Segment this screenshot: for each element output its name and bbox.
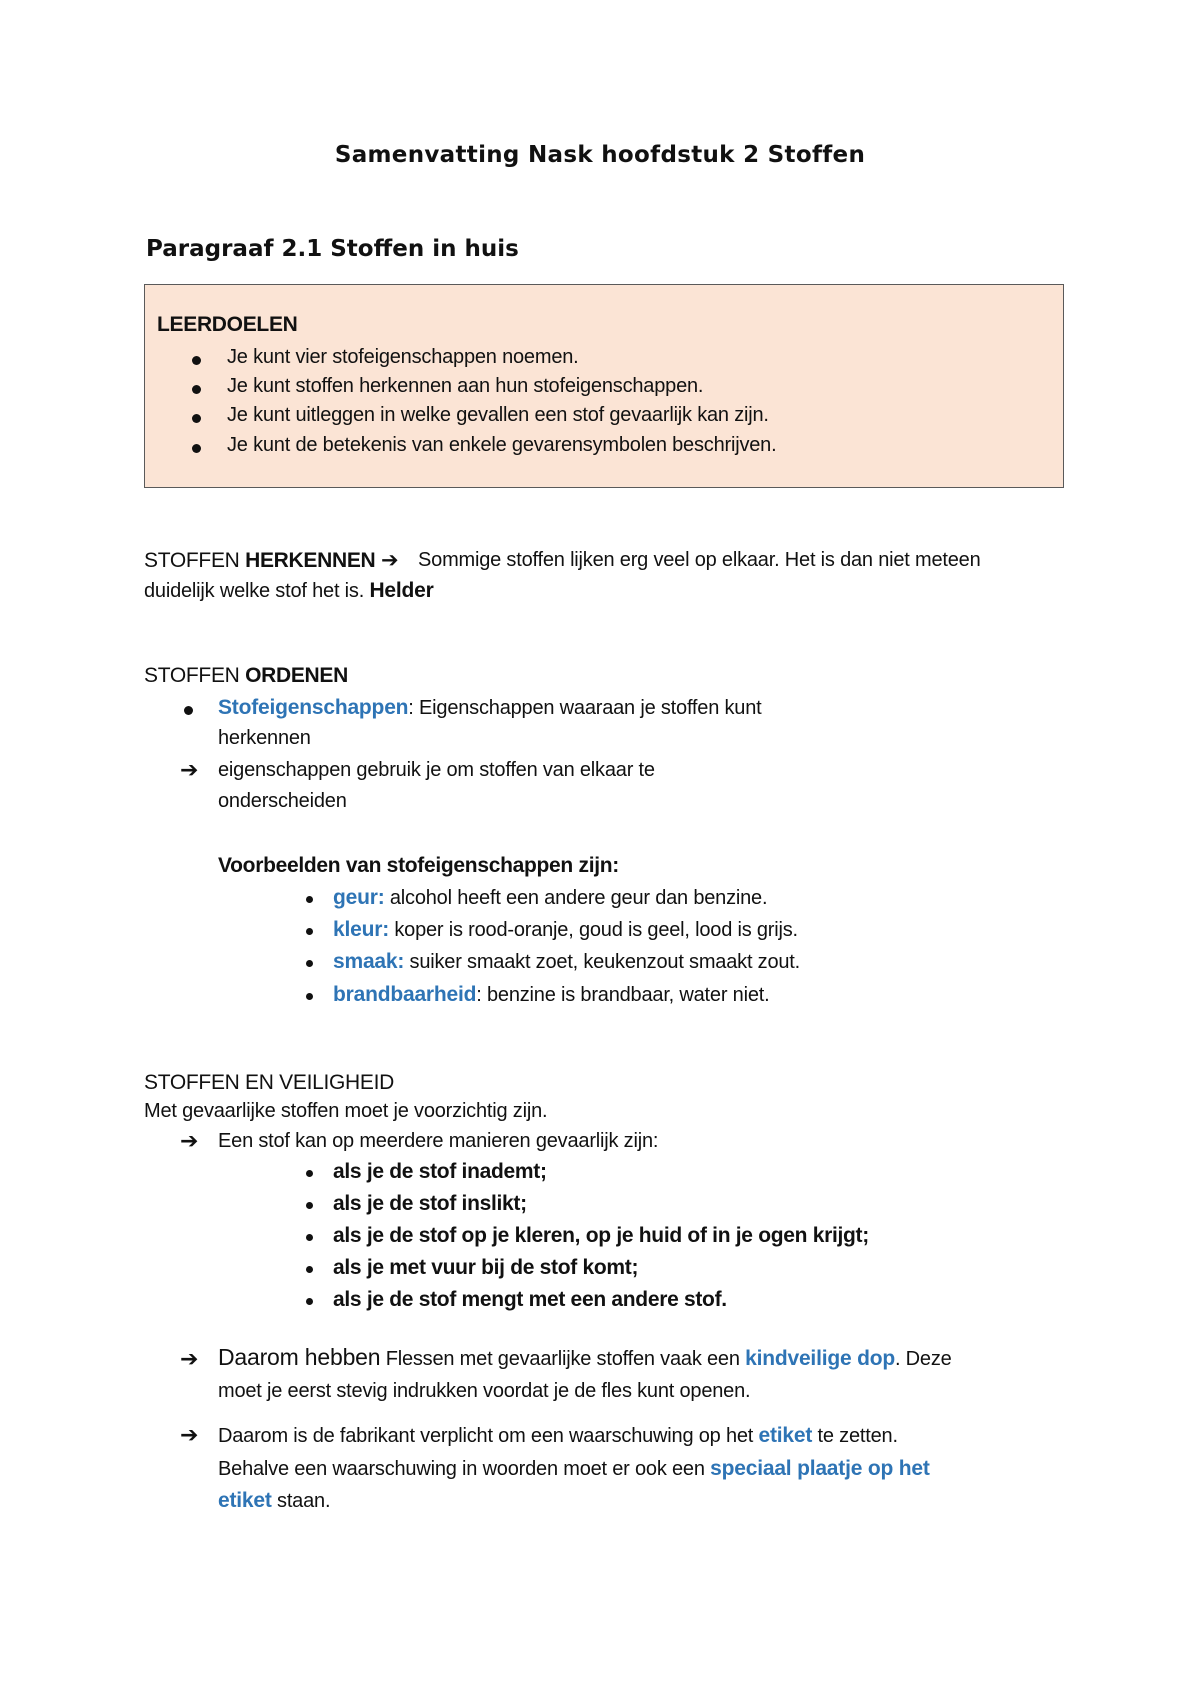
dop-text1: Flessen met gevaarlijke stoffen vaak een [380,1348,746,1370]
bullet-icon [192,444,201,453]
ordenen-heading-part1: STOFFEN [144,664,240,687]
danger-item: als je de stof inslikt; [333,1192,527,1215]
etiket-term-2: etiket [218,1489,272,1512]
definition-text: Eigenschappen waaraan je stoffen kunt [419,697,762,719]
bullet-icon [306,928,313,935]
example-text: : benzine is brandbaar, water niet. [476,984,770,1006]
bullet-icon [306,960,313,967]
bullet-icon [306,896,313,903]
examples-heading: Voorbeelden van stofeigenschappen zijn: [218,854,619,877]
bullet-icon [306,1170,313,1177]
veiligheid-heading: STOFFEN EN VEILIGHEID [144,1071,395,1094]
helder-word: Helder [369,579,434,602]
stofeigenschappen-definition [218,696,762,720]
speciaal-plaatje-term: speciaal plaatje op het [710,1457,930,1480]
bullet-icon [306,1266,313,1273]
kindveilige-dop-line2: moet je eerst stevig indrukken voordat je de fles kunt openen. [218,1380,751,1402]
danger-item: als je de stof op je kleren, op je huid of in je ogen krijgt; [333,1224,869,1247]
herkennen-heading-part1: STOFFEN [144,549,240,572]
bullet-icon [192,356,201,365]
etiket-line3-text: staan. [271,1490,331,1512]
definition-line2: herkennen [218,727,311,749]
herkennen-heading-part2: HERKENNEN [245,549,376,572]
paragraph-heading: Paragraaf 2.1 Stoffen in huis [146,236,519,262]
etiket-text2: te zetten. [812,1425,898,1447]
herkennen-text-line1: Sommige stoffen lijken erg veel op elkaar. Het is dan niet meteen [418,549,981,571]
example-text: koper is rood-oranje, goud is geel, lood is grijs. [389,919,798,941]
etiket-line1 [218,1424,898,1448]
veiligheid-intro: Met gevaarlijke stoffen moet je voorzichtig zijn. [144,1100,548,1122]
danger-item: als je met vuur bij de stof komt; [333,1256,639,1279]
example-text: suiker smaakt zoet, keukenzout smaakt zout. [404,951,801,973]
arrow-icon: ➔ [180,1128,199,1153]
arrow-icon: ➔ [380,549,399,572]
etiket-line2 [218,1457,930,1481]
kindveilige-dop-term: kindveilige dop [745,1347,895,1370]
bullet-icon [306,1298,313,1305]
herkennen-text: duidelijk welke stof het is. [144,580,365,602]
document-title: Samenvatting Nask hoofdstuk 2 Stoffen [334,142,866,168]
colon: : [408,697,414,719]
leerdoel-item: Je kunt stoffen herkennen aan hun stofeigenschappen. [227,375,704,397]
herkennen-heading [144,548,398,573]
leerdoel-item: Je kunt vier stofeigenschappen noemen. [227,346,579,368]
bullet-icon [192,414,201,423]
kindveilige-dop-line1 [218,1344,952,1371]
bullet-icon [184,706,193,715]
etiket-line3 [218,1489,330,1513]
example-item [333,918,798,942]
leerdoelen-title: LEERDOELEN [157,313,298,336]
bullet-icon [306,1202,313,1209]
example-term: geur: [333,886,385,909]
veiligheid-arrow-text: Een stof kan op meerdere manieren gevaarlijk zijn: [218,1130,659,1152]
ordenen-arrow-line1: eigenschappen gebruik je om stoffen van elkaar te [218,759,655,781]
etiket-line2-text: Behalve een waarschuwing in woorden moet er ook een [218,1458,711,1480]
bullet-icon [192,385,201,394]
ordenen-arrow-line2: onderscheiden [218,790,347,812]
dop-text2: . Deze [894,1348,952,1370]
leerdoel-item: Je kunt uitleggen in welke gevallen een stof gevaarlijk kan zijn. [227,404,769,426]
arrow-icon: ➔ [180,757,199,782]
ordenen-heading-part2: ORDENEN [245,664,348,687]
arrow-icon: ➔ [180,1422,199,1447]
example-term: smaak: [333,950,405,973]
bullet-icon [306,993,313,1000]
danger-item: als je de stof inademt; [333,1160,547,1183]
herkennen-text-line2 [144,579,434,603]
daarom-hebben-text: Daarom hebben [218,1344,381,1370]
danger-item: als je de stof mengt met een andere stof. [333,1288,727,1311]
example-item [333,950,800,974]
ordenen-heading [144,664,348,688]
etiket-term: etiket [758,1424,813,1447]
example-text: alcohol heeft een andere geur dan benzine. [384,887,768,909]
stofeigenschappen-term: Stofeigenschappen [218,696,409,719]
example-term: kleur: [333,918,389,941]
example-term: brandbaarheid [333,983,477,1006]
leerdoel-item: Je kunt de betekenis van enkele gevarensymbolen beschrijven. [227,434,777,456]
leerdoelen-box [144,284,1064,488]
arrow-icon: ➔ [180,1346,199,1371]
bullet-icon [306,1234,313,1241]
etiket-text1: Daarom is de fabrikant verplicht om een waarschuwing op het [218,1425,759,1447]
example-item [333,886,767,910]
example-item [333,983,769,1007]
